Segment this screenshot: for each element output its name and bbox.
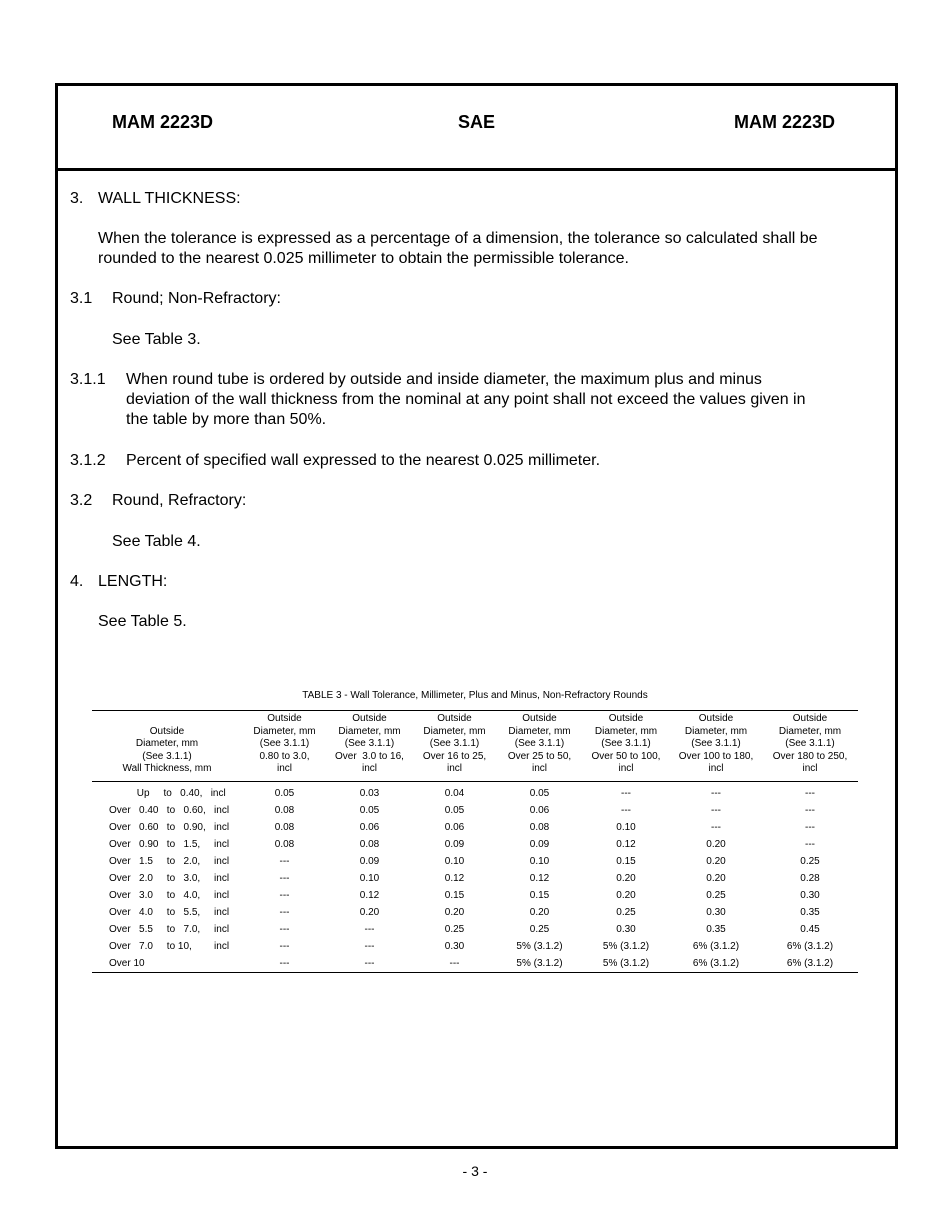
- tolerance-cell: ---: [805, 804, 815, 816]
- tolerance-cell: 0.06: [529, 804, 550, 816]
- tolerance-cell: 0.15: [616, 855, 636, 867]
- tolerance-cell: 0.08: [274, 838, 295, 850]
- column-header-wall-thickness: [92, 711, 242, 782]
- tolerance-cell: 0.03: [359, 787, 380, 799]
- tolerance-cell: ---: [279, 855, 290, 867]
- tolerance-cell: 0.20: [706, 855, 726, 867]
- section-4-title: LENGTH:: [98, 573, 168, 590]
- header-line: Outside: [698, 713, 734, 724]
- wall-thickness-range-cell: Over 2.0 to 3.0, incl: [109, 872, 230, 884]
- header-line: incl: [708, 763, 724, 774]
- tolerance-cell: ---: [364, 957, 375, 969]
- header-line: Diameter, mm: [338, 725, 401, 737]
- tolerance-cell: 0.12: [359, 889, 380, 901]
- tolerance-cell: ---: [279, 889, 290, 901]
- section-3-1-2-text: Percent of specified wall expressed to the nearest 0.025 millimeter.: [126, 452, 601, 469]
- tolerance-cell: 5% (3.1.2): [602, 957, 650, 969]
- tolerance-cell: 0.10: [444, 855, 465, 867]
- header-line: Over 50 to 100,: [591, 750, 661, 762]
- tolerance-cell: 0.15: [529, 889, 550, 901]
- table-row: [92, 904, 858, 921]
- section-3-1-reference: See Table 3.: [112, 331, 201, 348]
- tolerance-cell: 0.30: [616, 923, 636, 935]
- section-3-1-2-number: 3.1.2: [70, 452, 106, 469]
- tolerance-cell: 0.25: [616, 906, 636, 918]
- column-header-od-25-50: [497, 711, 582, 782]
- header-line: Diameter, mm: [135, 738, 199, 749]
- wall-thickness-range-cell: Up to 0.40, incl: [109, 787, 226, 799]
- tolerance-cell: ---: [711, 821, 721, 833]
- tolerance-cell: 0.20: [359, 906, 380, 918]
- tolerance-cell: ---: [711, 787, 721, 799]
- tolerance-cell: ---: [279, 957, 290, 969]
- header-line: Outside: [437, 713, 472, 724]
- tolerance-cell: 0.06: [444, 821, 465, 833]
- header-line: Diameter, mm: [423, 725, 486, 737]
- wall-thickness-range-cell: Over 10: [109, 957, 145, 969]
- wall-thickness-range-cell: Over 0.60 to 0.90, incl: [109, 821, 230, 833]
- tolerance-cell: 0.10: [529, 855, 550, 867]
- tolerance-cell: 0.45: [800, 923, 820, 935]
- tolerance-cell: ---: [279, 872, 290, 884]
- tolerance-cell: 0.05: [359, 804, 380, 816]
- section-3-title: WALL THICKNESS:: [98, 190, 241, 207]
- table-caption: TABLE 3 - Wall Tolerance, Millimeter, Plus and Minus, Non-Refractory Rounds: [302, 690, 648, 701]
- header-line: Diameter, mm: [778, 725, 842, 737]
- page-header: [58, 86, 895, 171]
- header-line: Over 180 to 250,: [772, 750, 848, 762]
- section-3-1-1-line-3: the table by more than 50%.: [126, 411, 327, 428]
- header-line: incl: [446, 763, 462, 774]
- wall-thickness-range-cell: Over 5.5 to 7.0, incl: [109, 923, 230, 935]
- section-3-1-number: 3.1: [70, 290, 93, 307]
- tolerance-cell: 0.12: [444, 872, 465, 884]
- header-line: Diameter, mm: [508, 725, 571, 737]
- table-row: [92, 938, 858, 955]
- tolerance-cell: 0.20: [706, 838, 726, 850]
- tolerance-cell: 6% (3.1.2): [692, 957, 740, 969]
- wall-thickness-range-cell: Over 7.0 to 10, incl: [109, 940, 230, 952]
- tolerance-cell: 0.20: [529, 906, 550, 918]
- section-3-paragraph-line-1: When the tolerance is expressed as a percentage of a dimension, the tolerance so calculated shall be: [98, 230, 818, 247]
- header-line: Diameter, mm: [253, 725, 316, 737]
- header-line: (See 3.1.1): [259, 738, 310, 749]
- table-row: [92, 870, 858, 887]
- tolerance-cell: 0.09: [529, 838, 550, 850]
- table-header-row: [92, 711, 858, 782]
- tolerance-cell: 6% (3.1.2): [786, 957, 834, 969]
- tolerance-cell: 0.35: [800, 906, 820, 918]
- tolerance-cell: 0.28: [800, 872, 820, 884]
- section-3-number: 3.: [70, 190, 84, 207]
- header-line: Outside: [792, 713, 828, 724]
- section-3-2-title: Round, Refractory:: [112, 492, 247, 509]
- header-line: Diameter, mm: [594, 725, 658, 737]
- header-line: incl: [802, 763, 818, 774]
- header-line: Outside: [149, 725, 185, 737]
- tolerance-cell: 0.12: [529, 872, 550, 884]
- tolerance-cell: ---: [805, 787, 815, 799]
- tolerance-cell: ---: [449, 957, 460, 969]
- header-line: Outside: [522, 713, 557, 724]
- table-row: [92, 887, 858, 904]
- section-3-1-1-line-2: deviation of the wall thickness from the nominal at any point shall not exceed the values given in: [126, 391, 806, 408]
- tolerance-cell: 0.10: [616, 821, 636, 833]
- tolerance-cell: 0.25: [800, 855, 820, 867]
- wall-thickness-range-cell: Over 3.0 to 4.0, incl: [109, 889, 230, 901]
- tolerance-cell: 0.30: [800, 889, 820, 901]
- table-row: [92, 781, 858, 802]
- page-number: - 3 -: [462, 1163, 488, 1179]
- header-line: (See 3.1.1): [514, 738, 565, 749]
- tolerance-cell: 0.09: [359, 855, 380, 867]
- section-3-1-1-number: 3.1.1: [70, 371, 106, 388]
- section-3-paragraph-line-2: rounded to the nearest 0.025 millimeter to obtain the permissible tolerance.: [98, 250, 629, 267]
- tolerance-cell: 0.25: [444, 923, 465, 935]
- tolerance-cell: 5% (3.1.2): [516, 957, 563, 969]
- tolerance-cell: 0.04: [444, 787, 465, 799]
- header-line: incl: [531, 763, 547, 774]
- section-4-reference: See Table 5.: [98, 613, 187, 630]
- wall-thickness-range-cell: Over 1.5 to 2.0, incl: [109, 855, 230, 867]
- header-line: Over 100 to 180,: [678, 750, 754, 762]
- wall-thickness-range-cell: Over 0.90 to 1.5, incl: [109, 838, 230, 850]
- column-header-od-16-25: [412, 711, 497, 782]
- tolerance-cell: 0.20: [616, 889, 636, 901]
- header-line: (See 3.1.1): [785, 738, 835, 749]
- header-line: incl: [276, 763, 292, 774]
- header-line: Outside: [267, 713, 302, 724]
- header-line: 0.80 to 3.0,: [259, 750, 310, 762]
- tolerance-cell: 0.08: [359, 838, 380, 850]
- column-header-od-0-80-3-0: [242, 711, 327, 782]
- tolerance-cell: 0.06: [359, 821, 380, 833]
- tolerance-cell: 0.25: [706, 889, 726, 901]
- tolerance-cell: ---: [279, 923, 290, 935]
- header-line: (See 3.1.1): [142, 750, 192, 762]
- table-row: [92, 921, 858, 938]
- tolerance-cell: 0.10: [359, 872, 380, 884]
- tolerance-cell: 0.05: [444, 804, 465, 816]
- wall-thickness-range-cell: Over 4.0 to 5.5, incl: [109, 906, 230, 918]
- table-row: [92, 819, 858, 836]
- tolerance-cell: 0.05: [529, 787, 550, 799]
- tolerance-cell: 0.35: [706, 923, 726, 935]
- header-line: Diameter, mm: [684, 725, 748, 737]
- tolerance-cell: 6% (3.1.2): [786, 940, 834, 952]
- section-4-number: 4.: [70, 573, 84, 590]
- tolerance-cell: 6% (3.1.2): [692, 940, 740, 952]
- section-3-1-title: Round; Non-Refractory:: [112, 290, 281, 307]
- header-line: (See 3.1.1): [429, 738, 480, 749]
- tolerance-cell: 0.20: [444, 906, 465, 918]
- header-line: (See 3.1.1): [344, 738, 395, 749]
- header-line: (See 3.1.1): [601, 738, 651, 749]
- tolerance-cell: 0.30: [444, 940, 465, 952]
- header-doc-id-right: MAM 2223D: [734, 112, 836, 132]
- wall-thickness-range-cell: Over 0.40 to 0.60, incl: [109, 804, 230, 816]
- tolerance-cell: 0.30: [706, 906, 726, 918]
- section-3-2-reference: See Table 4.: [112, 533, 201, 550]
- tolerance-cell: 0.08: [274, 804, 295, 816]
- tolerance-cell: 5% (3.1.2): [516, 940, 563, 952]
- wall-tolerance-table: [92, 710, 858, 973]
- header-line: Over 16 to 25,: [422, 750, 487, 762]
- tolerance-cell: ---: [279, 906, 290, 918]
- tolerance-cell: 0.20: [706, 872, 726, 884]
- tolerance-cell: ---: [364, 940, 375, 952]
- column-header-od-3-16: [327, 711, 412, 782]
- tolerance-cell: ---: [621, 787, 631, 799]
- tolerance-cell: 0.12: [616, 838, 636, 850]
- header-line: incl: [618, 763, 634, 774]
- table-row: [92, 955, 858, 973]
- table-row: [92, 853, 858, 870]
- tolerance-cell: ---: [805, 838, 815, 850]
- section-3-1-1-line-1: When round tube is ordered by outside and inside diameter, the maximum plus and minus: [126, 371, 762, 388]
- header-line: Over 25 to 50,: [507, 750, 572, 762]
- header-line: Over 3.0 to 16,: [335, 750, 404, 762]
- column-header-od-50-100: [582, 711, 670, 782]
- header-line: (See 3.1.1): [691, 738, 741, 749]
- tolerance-cell: 0.25: [529, 923, 550, 935]
- header-line: Wall Thickness, mm: [122, 763, 212, 774]
- table-row: [92, 836, 858, 853]
- tolerance-cell: 0.09: [444, 838, 465, 850]
- tolerance-cell: 0.08: [529, 821, 550, 833]
- header-line: Outside: [608, 713, 644, 724]
- tolerance-cell: 0.05: [274, 787, 295, 799]
- header-doc-id-left: MAM 2223D: [112, 112, 214, 132]
- tolerance-cell: ---: [621, 804, 631, 816]
- header-line: Outside: [352, 713, 387, 724]
- tolerance-cell: ---: [805, 821, 815, 833]
- table-row: [92, 802, 858, 819]
- tolerance-cell: 0.20: [616, 872, 636, 884]
- tolerance-cell: ---: [711, 804, 721, 816]
- column-header-od-100-180: [670, 711, 762, 782]
- tolerance-cell: ---: [279, 940, 290, 952]
- tolerance-cell: 5% (3.1.2): [602, 940, 650, 952]
- tolerance-cell: 0.08: [274, 821, 295, 833]
- tolerance-cell: 0.15: [444, 889, 465, 901]
- header-line: incl: [361, 763, 377, 774]
- header-org: SAE: [458, 112, 496, 132]
- section-3-2-number: 3.2: [70, 492, 93, 509]
- column-header-od-180-250: [762, 711, 858, 782]
- tolerance-cell: ---: [364, 923, 375, 935]
